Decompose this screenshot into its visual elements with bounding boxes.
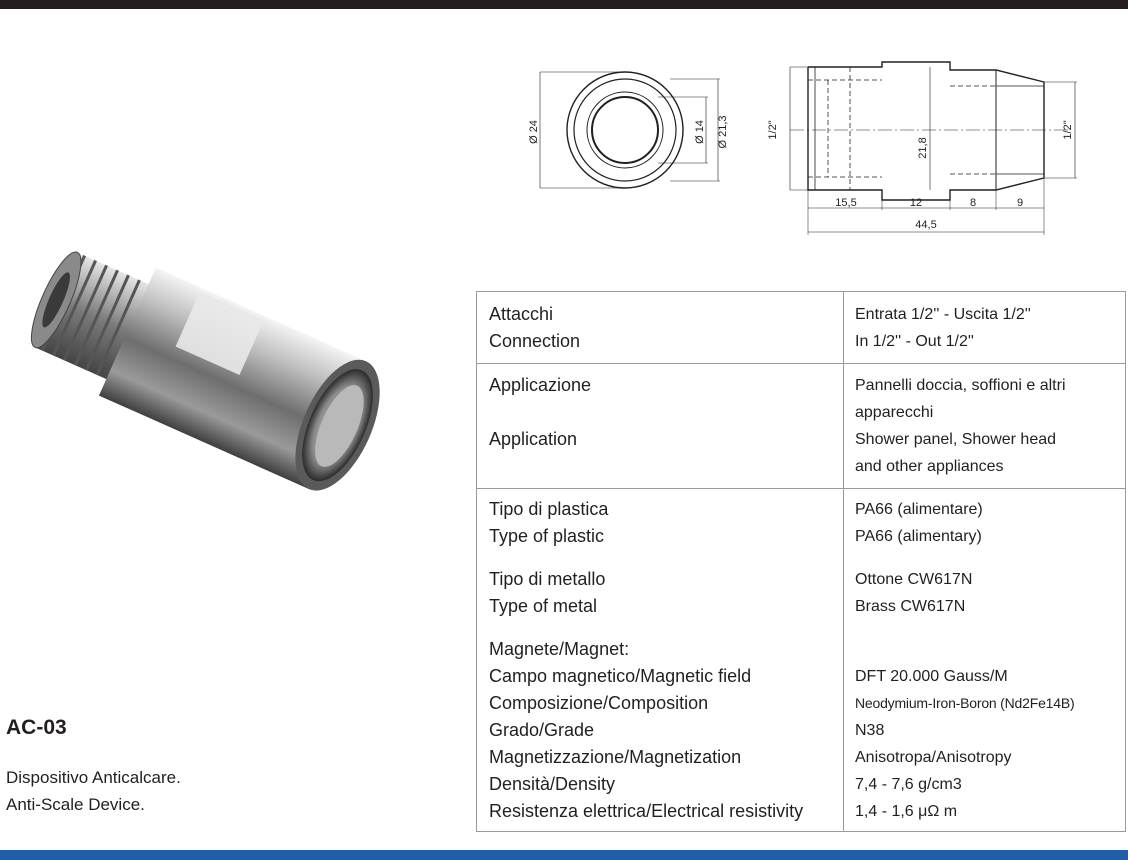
metal-label-it: Tipo di metallo	[489, 569, 606, 589]
magnet-magnetization-label: Magnetizzazione/Magnetization	[489, 747, 742, 767]
application-value-it-2: apparecchi	[855, 404, 934, 421]
magnet-grade-label: Grado/Grade	[489, 720, 595, 740]
product-photo	[28, 248, 398, 498]
dim-height: 21,8	[917, 137, 929, 159]
bottom-rule	[0, 850, 1128, 860]
spec-table	[476, 291, 1126, 832]
application-label-it: Applicazione	[489, 375, 592, 395]
table-row	[477, 364, 1126, 489]
magnet-density-value: 7,4 - 7,6 g/cm3	[855, 776, 962, 793]
dim-len-b: 12	[909, 197, 923, 209]
product-code: AC-03	[6, 716, 67, 739]
connection-value-it: Entrata 1/2'' - Uscita 1/2''	[855, 306, 1031, 323]
connection-label-en: Connection	[489, 331, 581, 351]
materials-value-cell	[844, 489, 1126, 832]
dim-thread-left: 1/2"	[767, 120, 779, 140]
metal-value-it: Ottone CW617N	[855, 571, 973, 588]
plastic-label-it: Tipo di plastica	[489, 499, 609, 519]
plastic-label-en: Type of plastic	[489, 526, 605, 546]
application-value-cell	[844, 364, 1126, 489]
dim-thread-right: 1/2"	[1062, 120, 1074, 140]
dim-len-d: 9	[1016, 197, 1024, 209]
description-it: Dispositivo Anticalcare.	[6, 768, 181, 787]
table-row	[477, 489, 1126, 832]
magnet-resistivity-value: 1,4 - 1,6 μΩ m	[855, 803, 958, 820]
dim-len-a: 15,5	[835, 197, 857, 209]
dim-d-thread: Ø 21,3	[717, 115, 729, 149]
connection-value-en: In 1/2'' - Out 1/2''	[855, 333, 974, 350]
connection-label-it: Attacchi	[489, 304, 554, 324]
plastic-value-en: PA66 (alimentary)	[855, 528, 982, 545]
magnet-composition-value: Neodymium-Iron-Boron (Nd2Fe14B)	[855, 695, 1075, 711]
plastic-value-it: PA66 (alimentare)	[855, 501, 983, 518]
application-value-en-1: Shower panel, Shower head	[855, 431, 1057, 448]
connection-value-cell	[844, 292, 1126, 364]
product-description	[6, 764, 181, 818]
dim-d-inner: Ø 14	[694, 120, 706, 144]
magnet-field-value: DFT 20.000 Gauss/M	[855, 668, 1008, 685]
table-row	[477, 292, 1126, 364]
application-value-it-1: Pannelli doccia, soffioni e altri	[855, 377, 1066, 394]
application-label-cell	[477, 364, 844, 489]
dim-d-outer: Ø 24	[528, 120, 540, 144]
magnet-density-label: Densità/Density	[489, 774, 616, 794]
description-en: Anti-Scale Device.	[6, 795, 145, 814]
connection-label-cell	[477, 292, 844, 364]
magnet-magnetization-value: Anisotropa/Anisotropy	[855, 749, 1012, 766]
magnet-resistivity-label: Resistenza elettrica/Electrical resistivity	[489, 801, 804, 821]
materials-label-cell	[477, 489, 844, 832]
magnet-grade-value: N38	[855, 722, 885, 739]
magnet-composition-label: Composizione/Composition	[489, 693, 709, 713]
top-rule	[0, 0, 1128, 9]
dim-total: 44,5	[915, 219, 937, 231]
application-value-en-2: and other appliances	[855, 458, 1004, 475]
magnet-field-label: Campo magnetico/Magnetic field	[489, 666, 752, 686]
metal-label-en: Type of metal	[489, 596, 598, 616]
dim-len-c: 8	[969, 197, 977, 209]
application-label-en: Application	[489, 429, 578, 449]
metal-value-en: Brass CW617N	[855, 598, 966, 615]
magnet-header: Magnete/Magnet:	[489, 639, 630, 659]
technical-drawing	[510, 50, 1110, 250]
